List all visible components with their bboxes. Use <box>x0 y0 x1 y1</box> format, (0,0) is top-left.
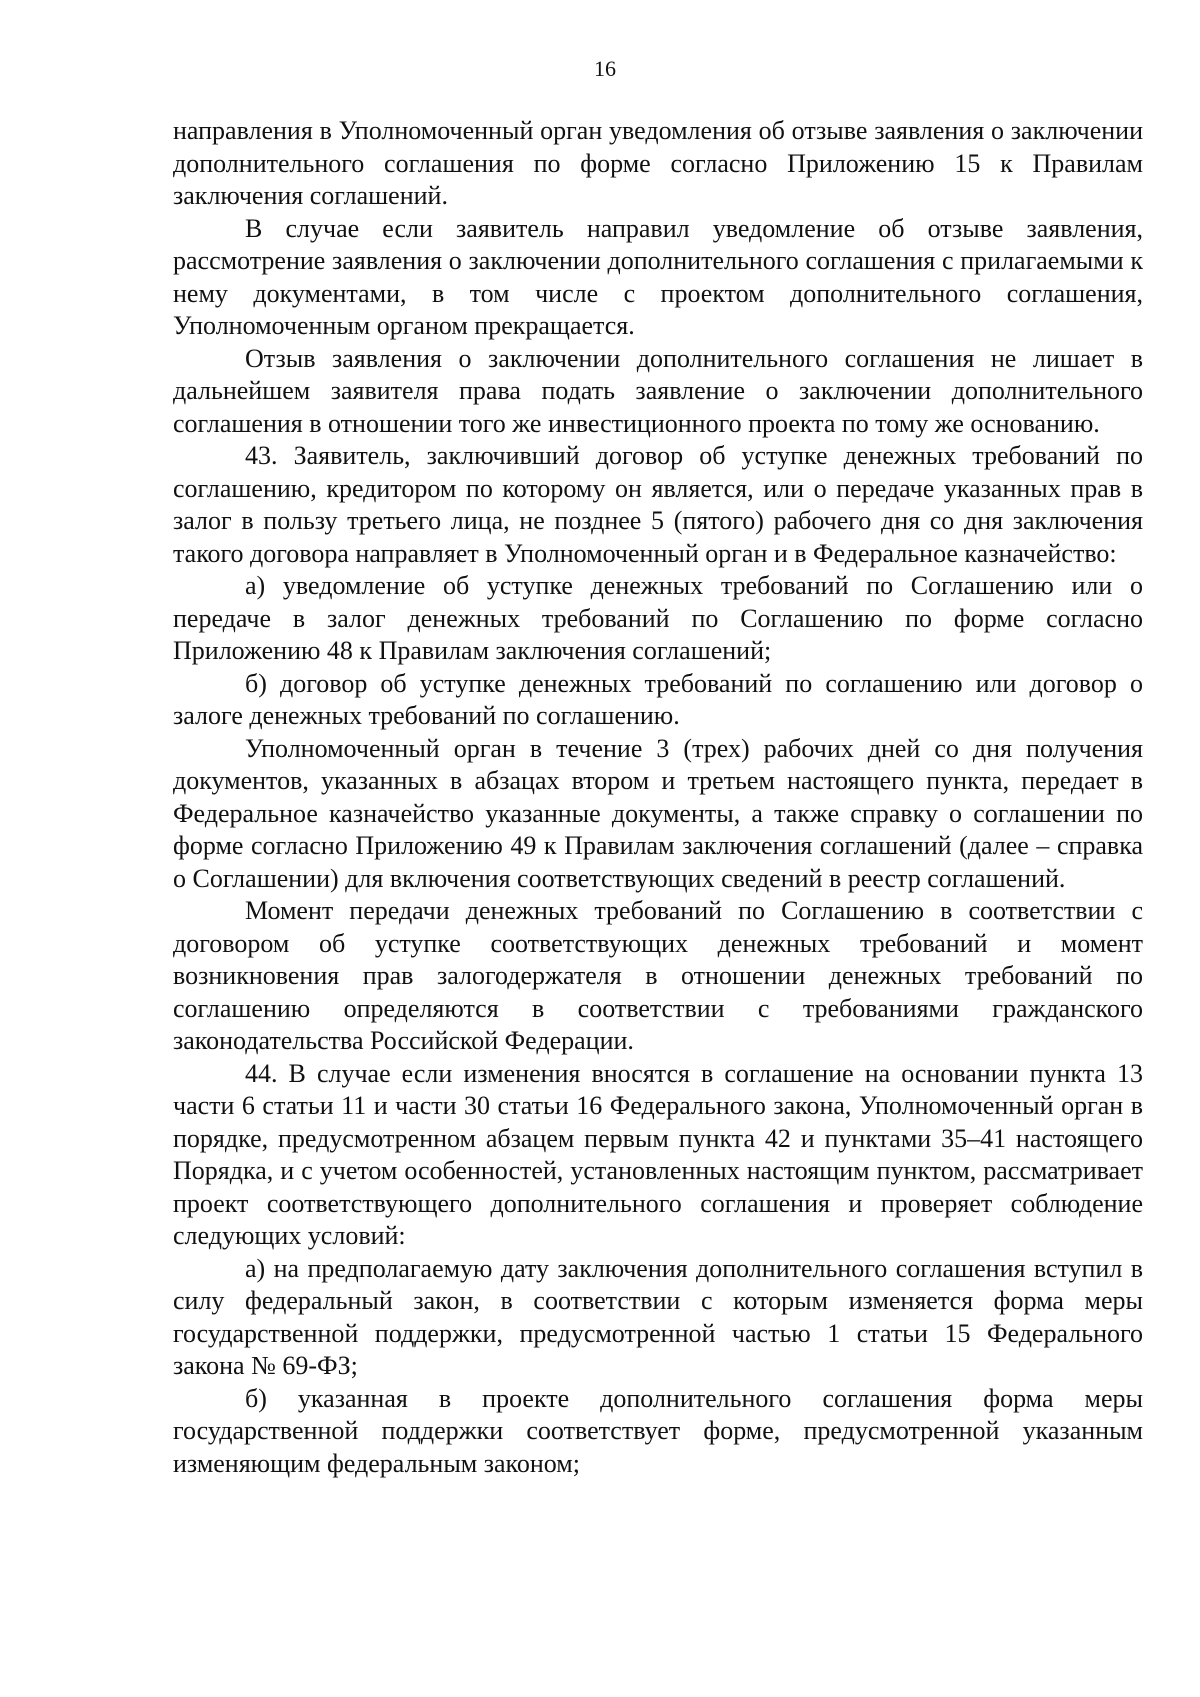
paragraph-item-44-b: б) указанная в проекте дополнительного соглашения форма меры государственной поддержки соответствует форме, предусмотренной указанным изменяющим федеральным законом; <box>173 1383 1143 1478</box>
paragraph-authority-transfer: Уполномоченный орган в течение 3 (трех) рабочих дней со дня получения документов, указанных в абзацах втором и третьем настоящего пункта, передает в Федеральное казначейство указанные документы, а также справку о соглашении по форме согласно Приложению 49 к Правилам заключения соглашений (далее – справка о Соглашении) для включения соответствующих сведений в реестр соглашений. <box>173 733 1143 893</box>
document-body <box>173 115 1143 1480</box>
paragraph-item-43-a: а) уведомление об уступке денежных требований по Соглашению или о передаче в залог денежных требований по Соглашению по форме согласно Приложению 48 к Правилам заключения соглашений; <box>173 571 1143 665</box>
paragraph-transfer-moment: Момент передачи денежных требований по Соглашению в соответствии с договором об уступке соответствующих денежных требований и момент возникновения прав залогодержателя в отношении денежных требований по соглашению определяются в соответствии с требованиями гражданского законодательства Российской Федерации. <box>173 896 1143 1055</box>
paragraph-item-44: 44. В случае если изменения вносятся в соглашение на основании пункта 13 части 6 статьи 11 и части 30 статьи 16 Федерального закона, Уполномоченный орган в порядке, предусмотренном абзацем первым пункта 42 и пунктами 35–41 настоящего Порядка, и с учетом особенностей, установленных настоящим пунктом, рассматривает проект соответствующего дополнительного соглашения и проверяет соблюдение следующих условий: <box>173 1058 1143 1250</box>
paragraph-item-44-a: а) на предполагаемую дату заключения дополнительного соглашения вступил в силу федеральный закон, в соответствии с которым изменяется форма меры государственной поддержки, предусмотренной частью 1 статьи 15 Федерального закона № 69-ФЗ; <box>173 1253 1143 1380</box>
paragraph-item-43: 43. Заявитель, заключивший договор об уступке денежных требований по соглашению, кредитором по которому он является, или о передаче указанных прав в залог в пользу третьего лица, не позднее 5 (пятого) рабочего дня со дня заключения такого договора направляет в Уполномоченный орган и в Федеральное казначейство: <box>173 441 1143 568</box>
page-number: 16 <box>594 56 616 81</box>
paragraph-withdrawal-rights: Отзыв заявления о заключении дополнительного соглашения не лишает в дальнейшем заявителя права подать заявление о заключении дополнительного соглашения в отношении того же инвестиционного проекта по тому же основанию. <box>173 343 1143 438</box>
paragraph-continuation: направления в Уполномоченный орган уведомления об отзыве заявления о заключении дополнительного соглашения по форме согласно Приложению 15 к Правилам заключения соглашений. <box>173 116 1143 210</box>
paragraph-item-43-b: б) договор об уступке денежных требований по соглашению или договор о залоге денежных требований по соглашению. <box>173 668 1143 730</box>
paragraph-withdrawal-consequence: В случае если заявитель направил уведомление об отзыве заявления, рассмотрение заявления о заключении дополнительного соглашения с прилагаемыми к нему документами, в том числе с проектом дополнительного соглашения, Уполномоченным органом прекращается. <box>173 213 1143 340</box>
